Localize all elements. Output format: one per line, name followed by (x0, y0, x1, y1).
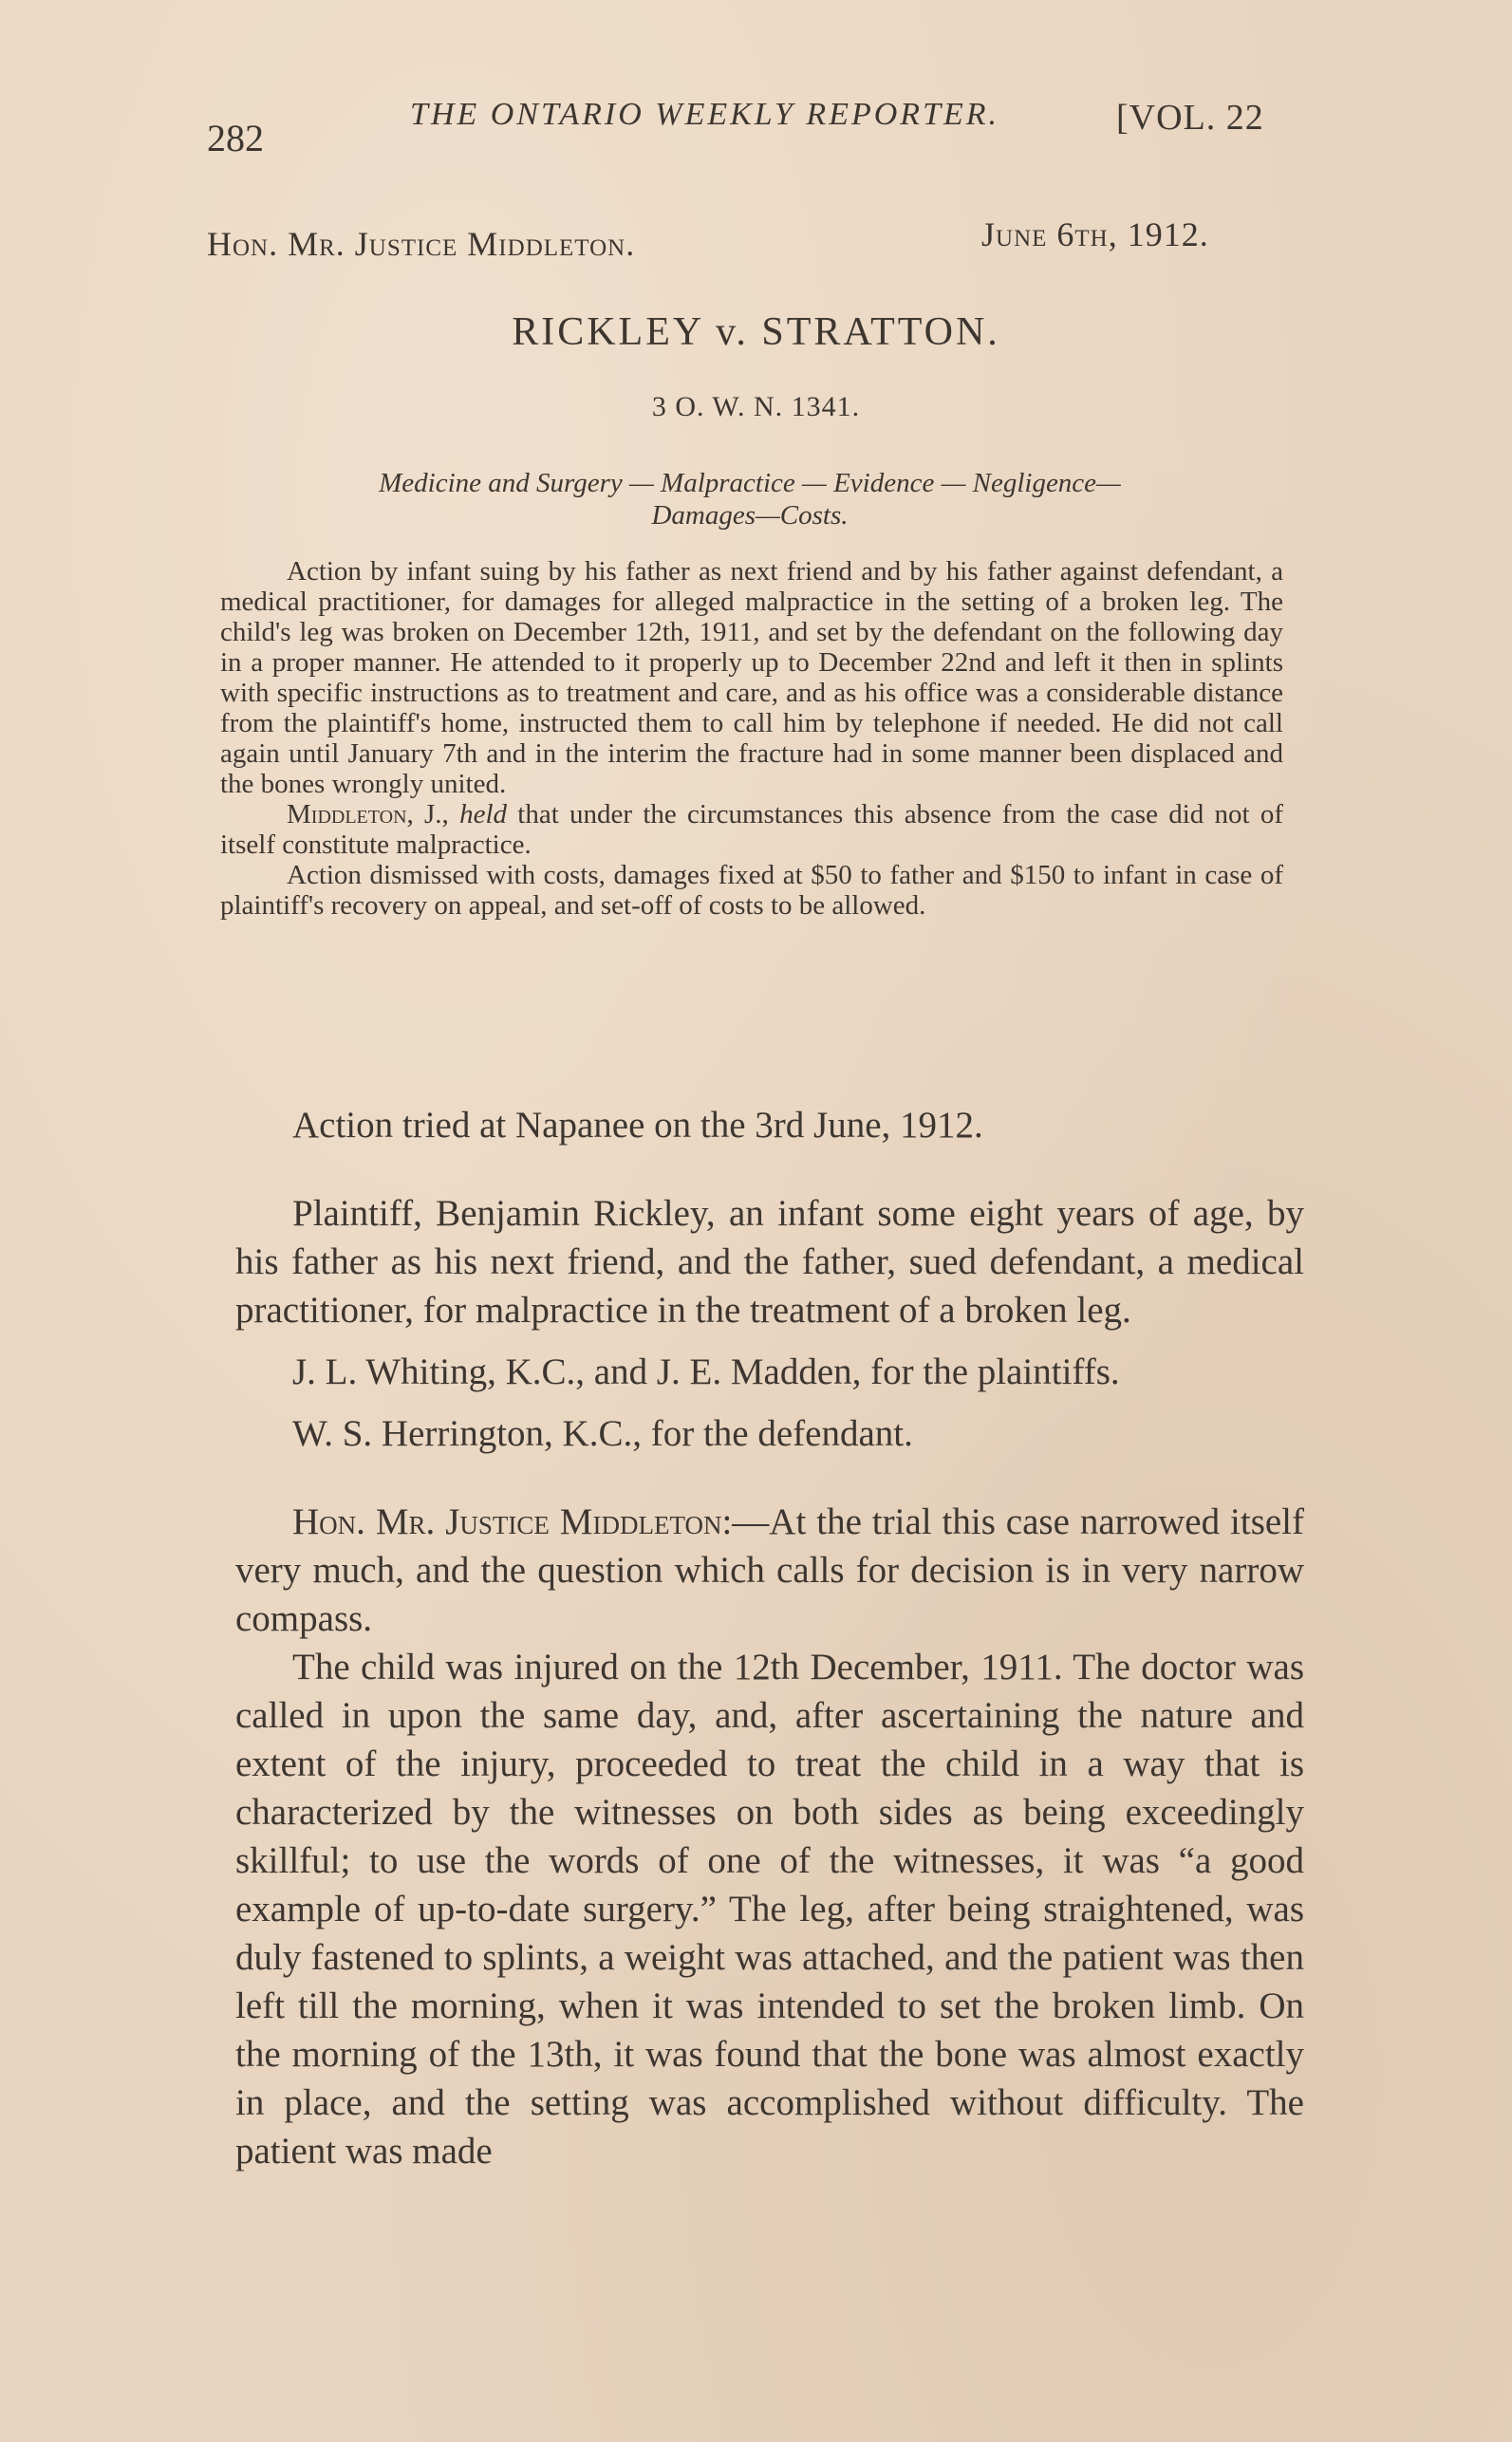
catchwords (218, 467, 1281, 531)
case-title: RICKLEY v. STRATTON. (512, 310, 1000, 354)
trial-note: Action tried at Napanee on the 3rd June, 1912. (292, 1105, 983, 1146)
counsel-defendant: W. S. Herrington, K.C., for the defendant. (292, 1413, 913, 1454)
page-number: 282 (207, 117, 264, 159)
journal-title: THE ONTARIO WEEKLY REPORTER. (410, 97, 1000, 132)
counsel-plaintiffs: J. L. Whiting, K.C., and J. E. Madden, for the plaintiffs. (292, 1351, 1120, 1392)
judge-name: Hon. Mr. Justice Middleton. (207, 225, 636, 263)
headnote-held: held (459, 799, 508, 830)
headnote-judge-name: Middleton, J., (287, 799, 449, 830)
headnote-paragraph-1: Action by infant suing by his father as next friend and by his father against defendant, a medical practitioner, for damages for alleged malpractice in the setting of a broken leg. The child's leg was broken on December 12th, 1911, and set by the defendant on the following day in a proper manner. He attended to it properly up to December 22nd and left it then in splints with specific instructions as to treatment and care, and as his office was a considerable distance from the plaintiff's home, instructed them to call him by telephone if needed. He did not call again until January 7th and in the interim the fracture had in some manner been displaced and the bones wrongly united. (220, 556, 1283, 799)
judgment-judge-name: Hon. Mr. Justice Middleton (292, 1501, 722, 1542)
judgment-intro-text: :—At the trial this case narrowed itself very much, and the question which calls for decision is in very narrow compass. (235, 1501, 1305, 1639)
headnote-paragraph-3: Action dismissed with costs, damages fixed at $50 to father and $150 to infant in case of plaintiff's recovery on appeal, and set-off of costs to be allowed. (220, 860, 1283, 921)
judgment-body (235, 1101, 1304, 2175)
catchwords-line-1: Medicine and Surgery — Malpractice — Evidence — Negligence— (379, 468, 1121, 498)
plaintiff-paragraph: Plaintiff, Benjamin Rickley, an infant some eight years of age, by his father as his next friend, and the father, sued defendant, a medical practitioner, for malpractice in the treatment of a broken leg. (235, 1193, 1304, 1331)
catchwords-line-2: Damages—Costs. (651, 500, 849, 531)
decision-date: June 6th, 1912. (981, 215, 1209, 253)
case-citation: 3 O. W. N. 1341. (651, 391, 861, 422)
judgment-paragraph-1 (235, 1498, 1304, 1643)
headnote (220, 556, 1283, 921)
judgment-paragraph-2: The child was injured on the 12th December, 1911. The doctor was called in upon the same day, and, after ascertaining the nature and extent of the injury, proceeded to treat the child in a way that is characterized by the witnesses on both sides as being exceedingly skillful; to use the words of one of the witnesses, it was “a good example of up-to-date surgery.” The leg, after being straightened, was duly fastened to splints, a weight was attached, and the patient was then left till the morning, when it was intended to set the broken limb. On the morning of the 13th, it was found that the bone was almost exactly in place, and the setting was accomplished without difficulty. The patient was made (235, 1647, 1304, 2172)
headnote-holding: that under the circumstances this absence from the case did not of itself constitute malpractice. (220, 799, 1283, 860)
headnote-paragraph-2 (220, 799, 1283, 860)
volume-label: [VOL. 22 (1116, 98, 1264, 138)
running-head (207, 97, 1270, 159)
